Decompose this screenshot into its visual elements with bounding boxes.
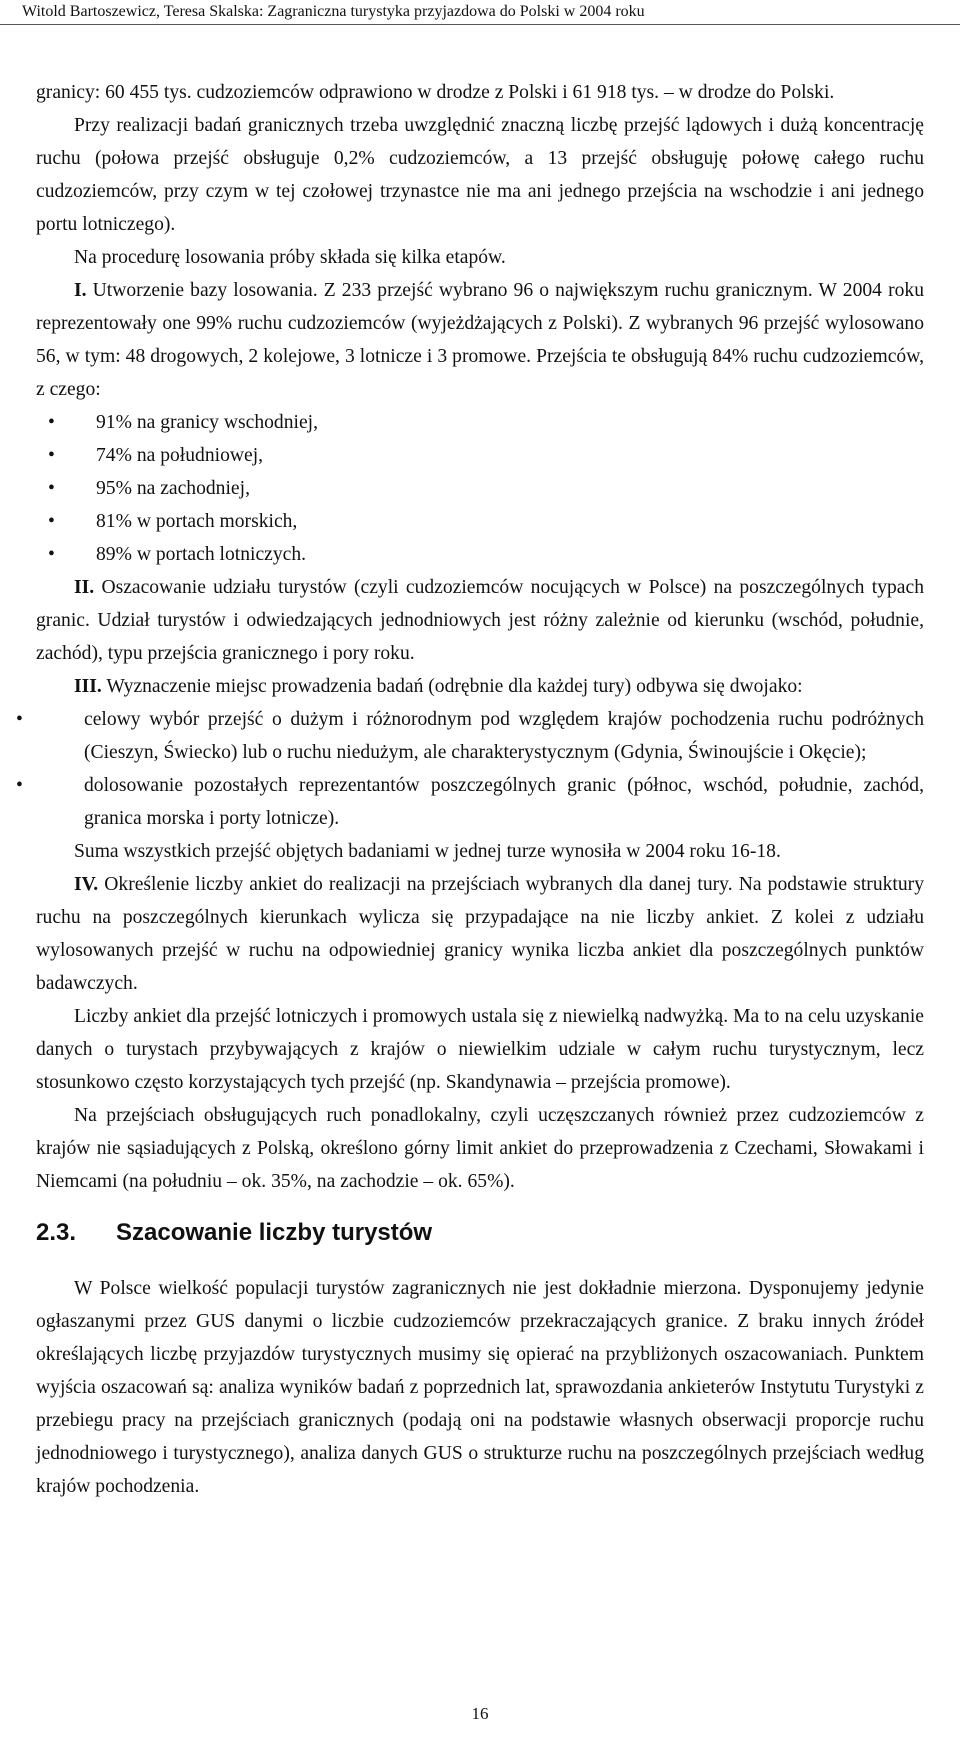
running-header bbox=[0, 0, 960, 46]
paragraph: IV. Określenie liczby ankiet do realizacji na przejściach wybranych dla danej tury. Na podstawie struktury ruchu na poszczególnych kierunkach wylicza się przypadające na nie liczby ankiet. Z kolei z udziału wylosowanych przejść w ruchu na odpowiedniej granicy wynika liczba ankiet dla poszczególnych punktów badawczych. bbox=[36, 874, 924, 994]
list-item: • 95% na zachodniej, bbox=[36, 472, 924, 505]
bullet-icon: • bbox=[48, 544, 55, 565]
list-item: • 74% na południowej, bbox=[36, 439, 924, 472]
step-number: II. bbox=[74, 577, 95, 598]
shares-list bbox=[36, 406, 924, 571]
bullet-icon: • bbox=[16, 709, 23, 730]
methods-list bbox=[16, 703, 924, 835]
header-rule bbox=[0, 24, 960, 25]
list-item: • 91% na granicy wschodniej, bbox=[36, 406, 924, 439]
bullet-icon: • bbox=[48, 511, 55, 532]
paragraph: Suma wszystkich przejść objętych badaniami w jednej turze wynosiła w 2004 roku 16-18. bbox=[74, 841, 781, 862]
paragraph: granicy: 60 455 tys. cudzoziemców odprawiono w drodze z Polski i 61 918 tys. – w drodze do Polski. bbox=[36, 82, 835, 103]
step-number: I. bbox=[74, 280, 87, 301]
list-item: • 89% w portach lotniczych. bbox=[36, 538, 924, 571]
section-heading bbox=[36, 1216, 924, 1250]
list-item: • dolosowanie pozostałych reprezentantów poszczególnych granic (północ, wschód, południe, zachód, granica morska i porty lotnicze). bbox=[36, 769, 924, 835]
paragraph: W Polsce wielkość populacji turystów zagranicznych nie jest dokładnie mierzona. Dysponujemy jedynie ogłaszanymi przez GUS danymi o liczbie cudzoziemców przekraczających granice. Z braku innych źródeł określających liczbę przyjazdów turystycznych musimy się opierać na przybliżonych oszacowaniach. Punktem wyjścia oszacowań są: analiza wyników badań z poprzednich lat, sprawozdania ankieterów Instytutu Turystyki z przebiegu pracy na przejściach granicznych (podają oni na podstawie własnych obserwacji proporcje ruchu jednodniowego i turystycznego), analiza danych GUS o strukturze ruchu na poszczególnych przejściach według krajów pochodzenia. bbox=[36, 1278, 924, 1497]
paragraph: Liczby ankiet dla przejść lotniczych i promowych ustala się z niewielką nadwyżką. Ma to na celu uzyskanie danych o turystach przybywających z krajów o niewielkim udziale w całym ruchu turystycznym, lecz stosunkowo często korzystających tych przejść (np. Skandynawia – przejścia promowe). bbox=[36, 1006, 924, 1093]
page-body bbox=[16, 76, 924, 1503]
header-text: Witold Bartoszewicz, Teresa Skalska: Zagraniczna turystyka przyjazdowa do Polski w 2004 roku bbox=[22, 3, 645, 20]
paragraph: Przy realizacji badań granicznych trzeba uwzględnić znaczną liczbę przejść lądowych i dużą koncentrację ruchu (połowa przejść obsługuje 0,2% cudzoziemców, a 13 przejść obsługuję połowę całego ruchu cudzoziemców, przy czym w tej czołowej trzynastce nie ma ani jednego przejścia na wschodzie i ani jednego portu lotniczego). bbox=[36, 115, 924, 235]
paragraph: Na przejściach obsługujących ruch ponadlokalny, czyli uczęszczanych również przez cudzoziemców z krajów nie sąsiadujących z Polską, określono górny limit ankiet do przeprowadzenia z Czechami, Słowakami i Niemcami (na południu – ok. 35%, na zachodzie – ok. 65%). bbox=[36, 1105, 924, 1192]
paragraph: II. Oszacowanie udziału turystów (czyli cudzoziemców nocujących w Polsce) na poszczególnych typach granic. Udział turystów i odwiedzających jednodniowych jest różny zależnie od kierunku (wschód, południe, zachód), typu przejścia granicznego i pory roku. bbox=[36, 577, 924, 664]
paragraph: III. Wyznaczenie miejsc prowadzenia badań (odrębnie dla każdej tury) odbywa się dwojako: bbox=[74, 676, 803, 697]
paragraph: Na procedurę losowania próby składa się kilka etapów. bbox=[74, 247, 506, 268]
bullet-icon: • bbox=[48, 445, 55, 466]
bullet-icon: • bbox=[16, 775, 23, 796]
bullet-icon: • bbox=[48, 412, 55, 433]
list-item: • 81% w portach morskich, bbox=[36, 505, 924, 538]
section-number: 2.3. bbox=[36, 1219, 77, 1246]
step-text: Utworzenie bazy losowania. Z 233 przejść wybrano 96 o największym ruchu granicznym. W 2004 roku reprezentowały one 99% ruchu cudzoziemców (wyjeżdżających z Polski). Z wybranych 96 przejść wylosowano 56, w tym: 48 drogowych, 2 kolejowe, 3 lotnicze i 3 promowe. Przejścia te obsługują 84% ruchu cudzoziemców, z czego: bbox=[36, 280, 924, 400]
paragraph bbox=[36, 274, 924, 406]
list-item: • celowy wybór przejść o dużym i różnorodnym pod względem krajów pochodzenia ruchu podróżnych (Cieszyn, Świecko) lub o ruchu niedużym, ale charakterystycznym (Gdynia, Świnoujście i Okęcie); bbox=[36, 703, 924, 769]
step-number: IV. bbox=[74, 874, 99, 895]
step-number: III. bbox=[74, 676, 102, 697]
bullet-icon: • bbox=[48, 478, 55, 499]
section-title: Szacowanie liczby turystów bbox=[116, 1219, 433, 1246]
page-number: 16 bbox=[471, 1704, 489, 1723]
